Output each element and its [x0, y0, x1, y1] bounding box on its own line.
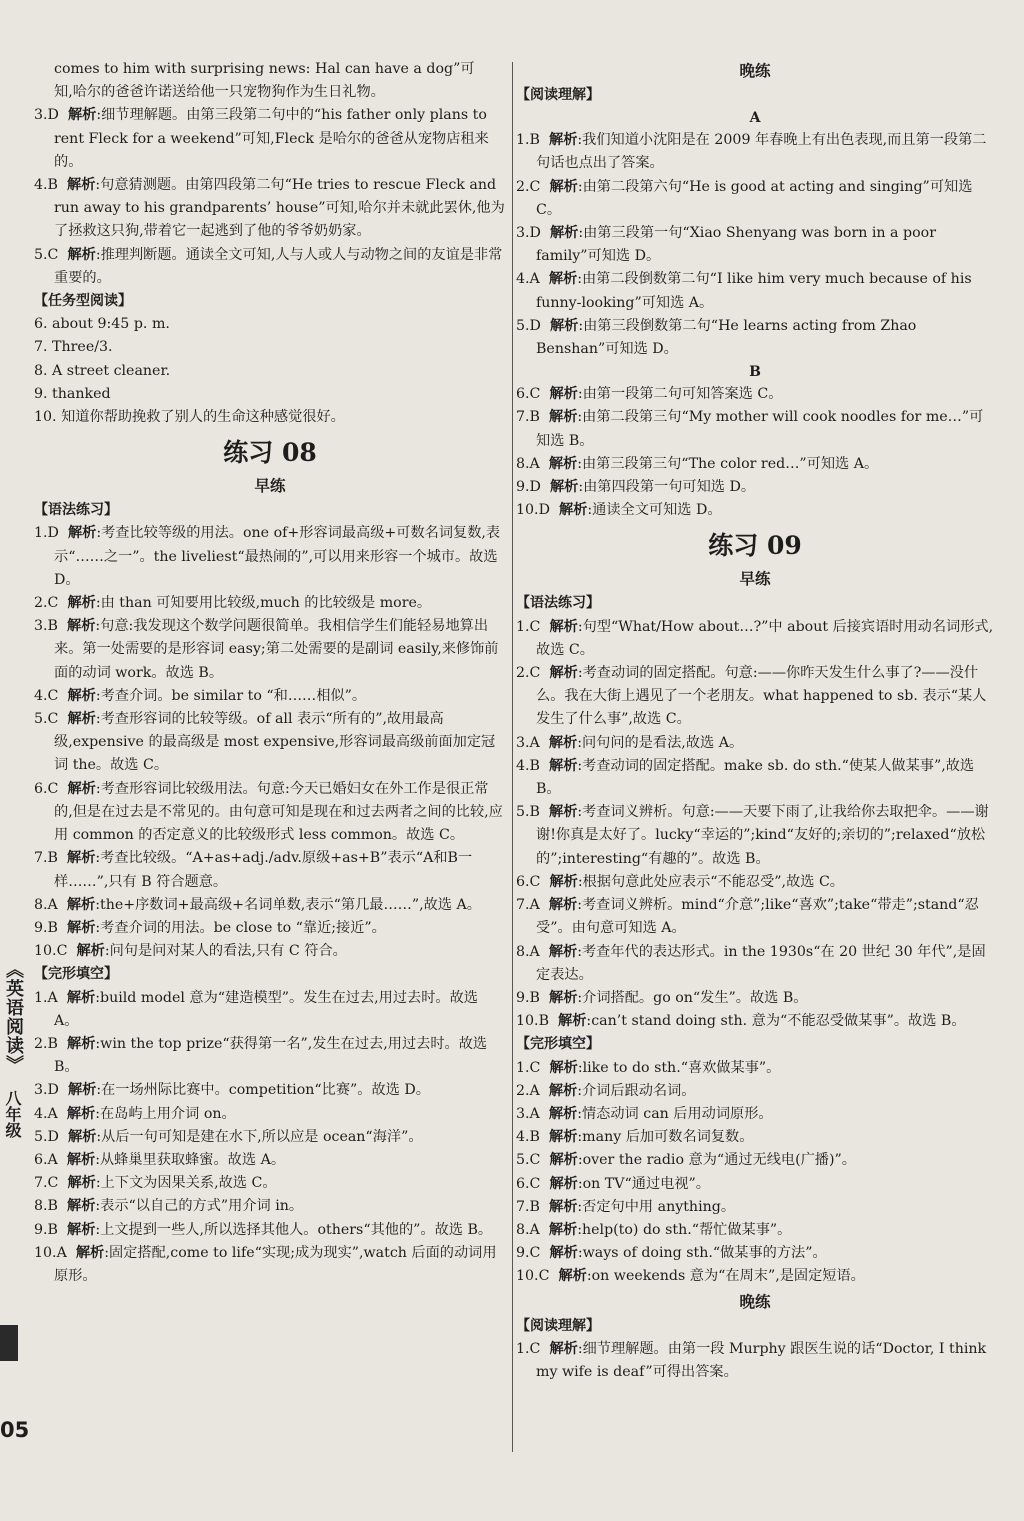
grammar-header: 【语法练习】	[516, 595, 600, 612]
answer-number: 9.C	[516, 1245, 541, 1262]
answer-number: 9.B	[34, 919, 58, 936]
answer-item	[34, 940, 506, 963]
answer-number: 6.C	[34, 780, 59, 797]
answer-item	[516, 1149, 994, 1172]
answer-number: 4.B	[34, 177, 58, 194]
answer-item	[34, 174, 506, 244]
answer-number: 6.C	[516, 1175, 541, 1192]
analysis-text: :否定句中用 anything。	[577, 1198, 736, 1215]
analysis-label: 解析	[67, 246, 96, 263]
answer-item	[516, 1242, 994, 1265]
answer-item	[516, 1126, 994, 1149]
right-column	[516, 58, 994, 1384]
analysis-text: :help(to) do sth.“帮忙做某事”。	[577, 1221, 792, 1238]
analysis-label: 解析	[549, 1129, 578, 1146]
answer-number: 1.A	[34, 989, 58, 1006]
answer-item	[516, 453, 994, 476]
analysis-label: 解析	[549, 1245, 578, 1262]
analysis-label: 解析	[67, 687, 96, 704]
answer-number: 4.A	[516, 271, 540, 288]
answer-number: 9.B	[34, 1221, 58, 1238]
answer-number: 8.A	[34, 896, 58, 913]
answer-number: 7.B	[34, 850, 58, 867]
analysis-label: 解析	[558, 1013, 587, 1030]
morning-practice-heading: 早练	[739, 569, 771, 589]
answer-item	[516, 941, 994, 987]
analysis-label: 解析	[549, 1175, 578, 1192]
analysis-label: 解析	[548, 897, 578, 914]
task-reading-header: 【任务型阅读】	[34, 293, 132, 310]
page-number: 05	[0, 1418, 30, 1442]
answer-item	[516, 1338, 994, 1384]
analysis-label: 解析	[549, 479, 579, 496]
analysis-text: :通读全文可知选 D。	[587, 502, 722, 519]
analysis-text: :like to do sth.“喜欢做某事”。	[577, 1059, 781, 1076]
answer-item	[34, 917, 506, 940]
analysis-label: 解析	[549, 873, 578, 890]
analysis-label: 解析	[67, 177, 96, 194]
answer-item	[34, 1126, 506, 1149]
answer-item	[516, 383, 994, 406]
answer-item	[516, 476, 994, 499]
analysis-text: :上文提到一些人,所以选择其他人。others“其他的”。故选 B。	[95, 1221, 493, 1238]
answer-item	[34, 104, 506, 174]
analysis-label: 解析	[67, 107, 97, 124]
column-divider	[512, 62, 513, 1452]
analysis-text: :由第二段第六句“He is good at acting and singing”可知选 C。	[536, 178, 973, 218]
analysis-label: 解析	[558, 502, 588, 519]
analysis-text: :考查形容词比较级用法。句意:今天已婚妇女在外工作是很正常的,但是在过去是不常见的。由句意可知是现在和过去两者之间的比较,应用 common 的否定意义的比较级形式 less common。故选 C。	[54, 780, 503, 844]
answer-item	[34, 778, 506, 848]
analysis-text: :我们知道小沈阳是在 2009 年春晚上有出色表现,而且第一段第二句话也点出了答案。	[536, 132, 987, 172]
analysis-text: :情态动词 can 后用动词原形。	[577, 1105, 773, 1122]
answer-number: 8.B	[34, 1198, 58, 1215]
answer-number: 2.C	[516, 665, 541, 682]
answer-number: 10.A	[34, 1244, 67, 1261]
answer-number: 2.C	[34, 595, 59, 612]
answer-item	[34, 987, 506, 1033]
evening-practice-heading: 晚练	[739, 61, 771, 80]
analysis-label: 解析	[549, 1152, 578, 1169]
answer-number: 6.A	[34, 1151, 58, 1168]
analysis-text: :on TV“通过电视”。	[577, 1175, 710, 1192]
answer-number: 2.A	[516, 1082, 540, 1099]
task-answer: 8. A street cleaner.	[34, 362, 171, 379]
answer-item	[516, 871, 994, 894]
analysis-label: 解析	[67, 1221, 96, 1238]
analysis-text: :推理判断题。通读全文可知,人与人或人与动物之间的友谊是非常重要的。	[54, 246, 503, 286]
task-answer: 7. Three/3.	[34, 339, 113, 356]
analysis-label: 解析	[66, 989, 96, 1006]
section-a-label: A	[749, 110, 761, 127]
analysis-label: 解析	[76, 943, 105, 960]
analysis-label: 解析	[67, 1175, 96, 1192]
analysis-text: :考查动词的固定搭配。make sb. do sth.“使某人做某事”,故选 B。	[536, 757, 975, 798]
answer-number: 7.B	[516, 1198, 540, 1215]
analysis-text: :从蜂巢里获取蜂蜜。故选 A。	[95, 1151, 286, 1168]
analysis-text: :从后一句可知是建在水下,所以应是 ocean“海洋”。	[96, 1128, 423, 1145]
answer-item	[34, 1103, 506, 1126]
answer-number: 5.C	[516, 1152, 541, 1169]
analysis-label: 解析	[549, 1059, 578, 1076]
analysis-text: :由第一段第二句可知答案选 C。	[577, 386, 783, 403]
analysis-label: 解析	[67, 1035, 96, 1052]
answer-number: 8.A	[516, 455, 540, 472]
answer-item	[34, 894, 506, 917]
answer-number: 4.B	[516, 757, 540, 774]
analysis-label: 解析	[548, 1082, 578, 1099]
analysis-text: :问句是问对某人的看法,只有 C 符合。	[104, 943, 347, 960]
analysis-label: 解析	[549, 989, 578, 1006]
analysis-label: 解析	[66, 896, 96, 913]
analysis-text: :build model 意为“建造模型”。发生在过去,用过去时。故选 A。	[54, 989, 478, 1029]
answer-item	[34, 244, 506, 290]
analysis-text: :考查形容词的比较等级。of all 表示“所有的”,故用最高级,expensive 的最高级是 most expensive,形容词最高级前面加定冠词 the。故选 C。	[54, 711, 496, 774]
answer-item	[516, 1057, 994, 1080]
analysis-label: 解析	[548, 943, 578, 960]
answer-number: 7.A	[516, 897, 540, 914]
answer-item	[516, 499, 994, 522]
analysis-text: :考查介词。be similar to “和……相似”。	[95, 687, 367, 704]
answer-item	[34, 708, 506, 778]
answer-number: 5.B	[516, 804, 540, 821]
lesson-08-title: 练习 08	[223, 438, 317, 468]
analysis-label: 解析	[548, 734, 578, 751]
answer-number: 6.C	[516, 386, 541, 403]
answer-item	[516, 616, 994, 662]
analysis-text: :上下文为因果关系,故选 C。	[95, 1175, 277, 1192]
analysis-label: 解析	[67, 595, 96, 612]
answer-item	[34, 1242, 506, 1288]
analysis-text: :由第三段第三句“The color red…”可知选 A。	[577, 455, 879, 472]
analysis-text: :考查比较等级的用法。one of+形容词最高级+可数名词复数,表示“……之一”。the liveliest“最热闹的”,可以用来形容一个城市。故选 D。	[54, 525, 501, 588]
analysis-text: :win the top prize“获得第一名”,发生在过去,用过去时。故选 B。	[54, 1035, 488, 1076]
answer-item	[34, 847, 506, 893]
answer-item	[516, 1103, 994, 1126]
answer-number: 7.B	[516, 409, 540, 426]
answer-number: 9.B	[516, 989, 540, 1006]
answer-item	[516, 1196, 994, 1219]
analysis-label: 解析	[75, 1244, 105, 1261]
analysis-text: :many 后加可数名词复数。	[577, 1129, 754, 1146]
analysis-text: :细节理解题。由第三段第二句中的“his father only plans to rent Fleck for a weekend”可知,Fleck 是哈尔的爸爸从宠物店租来的。	[54, 107, 489, 170]
analysis-text: :由 than 可知要用比较级,much 的比较级是 more。	[95, 595, 432, 612]
answer-number: 4.B	[516, 1129, 540, 1146]
analysis-label: 解析	[549, 665, 578, 682]
analysis-label: 解析	[549, 317, 579, 334]
side-tab-mark	[0, 1325, 18, 1361]
answer-item	[516, 987, 994, 1010]
cloze-header: 【完形填空】	[516, 1036, 600, 1053]
analysis-label: 解析	[548, 1105, 578, 1122]
section-b-label: B	[749, 364, 761, 381]
analysis-text: :ways of doing sth.“做某事的方法”。	[577, 1245, 827, 1262]
analysis-label: 解析	[67, 919, 96, 936]
analysis-label: 解析	[67, 780, 96, 797]
answer-number: 6.C	[516, 873, 541, 890]
analysis-text: :在一场州际比赛中。competition“比赛”。故选 D。	[96, 1082, 430, 1099]
analysis-text: :表示“以自己的方式”用介词 in。	[95, 1198, 304, 1215]
answer-item	[516, 801, 994, 871]
analysis-text: :on weekends 意为“在周末”,是固定短语。	[586, 1268, 865, 1285]
answer-item	[516, 1265, 994, 1288]
answer-number: 3.D	[34, 107, 59, 124]
analysis-text: :考查词义辨析。mind“介意”;like“喜欢”;take“带走”;stand“忍受”。由句意可知选 A。	[536, 897, 979, 937]
task-answer: 9. thanked	[34, 385, 111, 402]
analysis-label: 解析	[548, 271, 578, 288]
answer-number: 3.A	[516, 1105, 540, 1122]
analysis-text: :问句问的是看法,故选 A。	[577, 734, 744, 751]
lesson-09-title: 练习 09	[708, 531, 802, 561]
answer-item	[34, 1219, 506, 1242]
answer-item	[516, 894, 994, 940]
answer-item	[34, 1033, 506, 1079]
analysis-label: 解析	[548, 1221, 578, 1238]
answer-number: 10.D	[516, 502, 550, 519]
analysis-text: :由第三段倒数第二句“He learns acting from Zhao Benshan”可知选 D。	[536, 317, 917, 358]
answer-number: 4.C	[34, 687, 59, 704]
analysis-label: 解析	[549, 804, 578, 821]
answer-number: 2.B	[34, 1035, 58, 1052]
analysis-label: 解析	[67, 618, 96, 635]
answer-item	[516, 755, 994, 801]
answer-number: 1.D	[34, 525, 59, 542]
answer-item	[516, 222, 994, 268]
answer-item	[34, 685, 506, 708]
answer-item	[516, 406, 994, 452]
answer-item	[516, 129, 994, 175]
answer-item	[34, 1195, 506, 1218]
book-title-vertical: 《英语阅读》	[3, 960, 24, 1074]
reading-header: 【阅读理解】	[516, 87, 600, 103]
answer-number: 8.A	[516, 943, 540, 960]
answer-item	[516, 1010, 994, 1033]
analysis-label: 解析	[549, 1340, 578, 1357]
analysis-text: :介词搭配。go on“发生”。故选 B。	[577, 989, 808, 1006]
analysis-text: :考查比较级。“A+as+adj./adv.原级+as+B”表示“A和B一样……”,只有 B 符合题意。	[54, 850, 473, 890]
analysis-text: :句意:我发现这个数学问题很简单。我相信学生们能轻易地算出来。第一处需要的是形容词 easy;第二处需要的是副词 easily,来修饰前面的动词 work。故选 B。	[54, 618, 499, 681]
analysis-label: 解析	[67, 1128, 97, 1145]
analysis-text: :the+序数词+最高级+名词单数,表示“第几最……”,故选 A。	[95, 896, 481, 913]
answer-number: 5.C	[34, 246, 59, 263]
analysis-text: :句意猜测题。由第四段第二句“He tries to rescue Fleck and run away to his grandparents’ house”可知,哈尔并未就此罢休,他为了拯救这只狗,带着它一起逃到了他的爷爷奶奶家。	[54, 177, 505, 240]
answer-number: 8.A	[516, 1221, 540, 1238]
answer-item	[516, 1080, 994, 1103]
analysis-label: 解析	[549, 178, 578, 195]
answer-number: 7.C	[34, 1175, 59, 1192]
analysis-label: 解析	[66, 1105, 96, 1122]
analysis-label: 解析	[549, 132, 578, 149]
analysis-label: 解析	[549, 225, 579, 242]
answer-number: 5.D	[516, 317, 541, 334]
analysis-text: :由第三段第一句“Xiao Shenyang was born in a poor family”可知选 D。	[536, 225, 936, 265]
answer-item	[516, 662, 994, 732]
task-answer: 10. 知道你帮助挽救了别人的生命这种感觉很好。	[34, 409, 345, 426]
analysis-text: :在岛屿上用介词 on。	[95, 1105, 236, 1122]
analysis-label: 解析	[549, 757, 578, 774]
analysis-label: 解析	[549, 409, 578, 426]
analysis-text: :细节理解题。由第一段 Murphy 跟医生说的话“Doctor, I think my wife is deaf”可得出答案。	[536, 1340, 987, 1380]
analysis-label: 解析	[549, 386, 578, 403]
analysis-text: :根据句意此处应表示“不能忍受”,故选 C。	[577, 873, 844, 890]
analysis-text: :由第二段第三句“My mother will cook noodles for me…”可知选 B。	[536, 409, 984, 449]
answer-number: 10.C	[516, 1268, 550, 1285]
answer-number: 5.C	[34, 711, 59, 728]
analysis-label: 解析	[67, 850, 96, 867]
analysis-text: :考查介词的用法。be close to “靠近;接近”。	[95, 919, 386, 936]
intro-line: 知,哈尔的爸爸许诺送给他一只宠物狗作为生日礼物。	[54, 84, 385, 101]
analysis-label: 解析	[67, 1198, 96, 1215]
answer-item	[34, 1149, 506, 1172]
answer-item	[516, 1173, 994, 1196]
answer-item	[516, 315, 994, 361]
analysis-label: 解析	[549, 1198, 578, 1215]
answer-number: 1.B	[516, 132, 540, 149]
answer-number: 3.D	[516, 225, 541, 242]
answer-item	[34, 615, 506, 685]
analysis-text: :over the radio 意为“通过无线电(广播)”。	[577, 1152, 856, 1169]
analysis-text: :考查动词的固定搭配。句意:——你昨天发生什么事了?——没什么。我在大街上遇见了一个老朋友。what happened to sb. 表示“某人发生了什么事”,故选 C。	[536, 665, 987, 728]
grade-label-vertical: 八年级	[3, 1090, 22, 1138]
answer-number: 4.A	[34, 1105, 58, 1122]
grammar-header: 【语法练习】	[34, 502, 118, 519]
answer-number: 10.C	[34, 943, 68, 960]
answer-item	[516, 268, 994, 314]
answer-number: 2.C	[516, 178, 541, 195]
answer-number: 1.C	[516, 1059, 541, 1076]
analysis-label: 解析	[549, 618, 578, 635]
analysis-label: 解析	[66, 1151, 96, 1168]
analysis-label: 解析	[548, 455, 578, 472]
answer-number: 3.A	[516, 734, 540, 751]
cloze-header: 【完形填空】	[34, 966, 118, 983]
evening-practice-heading: 晚练	[739, 1291, 771, 1311]
analysis-text: :固定搭配,come to life“实现;成为现实”,watch 后面的动词用原形。	[54, 1244, 497, 1284]
task-answer: 6. about 9:45 p. m.	[34, 316, 170, 333]
answer-number: 3.D	[34, 1082, 59, 1099]
analysis-text: :由第四段第一句可知选 D。	[578, 479, 756, 496]
answer-number: 3.B	[34, 618, 58, 635]
analysis-text: :can’t stand doing sth. 意为“不能忍受做某事”。故选 B。	[586, 1013, 966, 1030]
morning-practice-heading: 早练	[254, 476, 286, 496]
analysis-text: :由第二段倒数第二句“I like him very much because of his funny-looking”可知选 A。	[536, 271, 972, 311]
answer-item	[34, 592, 506, 615]
answer-number: 1.C	[516, 618, 541, 635]
analysis-text: :句型“What/How about…?”中 about 后接宾语时用动名词形式,故选 C。	[536, 618, 994, 658]
reading-header: 【阅读理解】	[516, 1317, 600, 1334]
left-column	[34, 58, 506, 1288]
answer-number: 5.D	[34, 1128, 59, 1145]
answer-item	[34, 1172, 506, 1195]
analysis-text: :介词后跟动名词。	[577, 1082, 696, 1099]
answer-number: 1.C	[516, 1340, 541, 1357]
analysis-label: 解析	[67, 525, 97, 542]
analysis-label: 解析	[67, 1082, 97, 1099]
analysis-label: 解析	[67, 711, 96, 728]
answer-item	[516, 176, 994, 222]
answer-number: 10.B	[516, 1013, 549, 1030]
analysis-label: 解析	[558, 1268, 587, 1285]
answer-item	[516, 732, 994, 755]
analysis-text: :考查词义辨析。句意:——天要下雨了,让我给你去取把伞。——谢谢!你真是太好了。lucky“幸运的”;kind“友好的;亲切的”;relaxed“放松的”;interesting“有趣的”。故选 B。	[536, 804, 989, 867]
analysis-text: :考查年代的表达形式。in the 1930s“在 20 世纪 30 年代”,是固定表达。	[536, 943, 986, 983]
intro-line: comes to him with surprising news: Hal can have a dog”可	[54, 61, 475, 77]
answer-item	[34, 522, 506, 592]
answer-item	[34, 1079, 506, 1102]
answer-item	[516, 1219, 994, 1242]
answer-number: 9.D	[516, 479, 541, 496]
